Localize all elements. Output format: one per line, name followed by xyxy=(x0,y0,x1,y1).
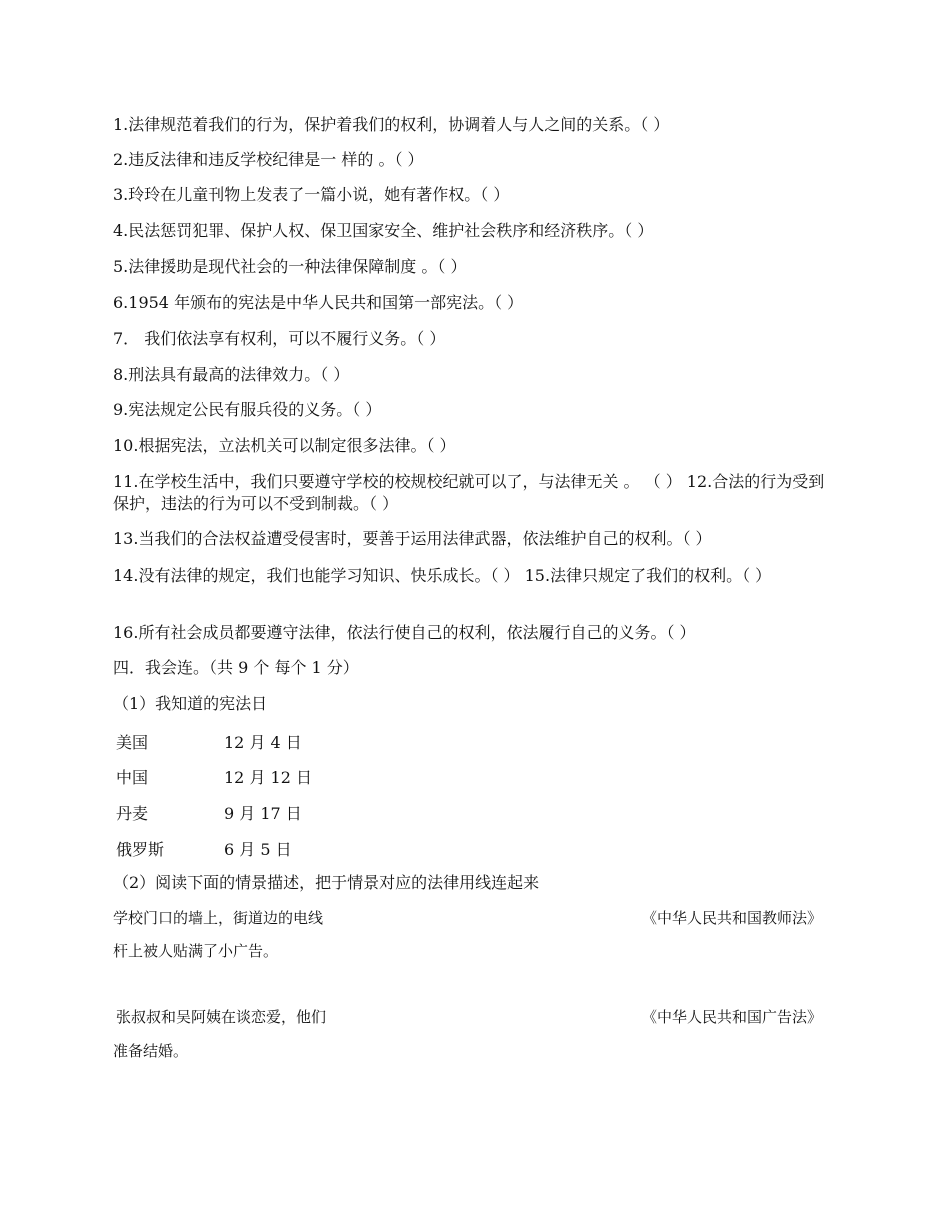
constitution-date: 12 月 4 日 xyxy=(224,733,302,752)
question-8: 8.刑法具有最高的法律效力。（ ） xyxy=(113,365,350,384)
constitution-date: 9 月 17 日 xyxy=(224,804,302,823)
constitution-day-row xyxy=(116,765,312,788)
question-11-12: 11.在学校生活中，我们只要遵守学校的校规校纪就可以了，与法律无关 。 （ ） 12.合法的行为受到保护，违法的行为可以不受到制裁。（ ） xyxy=(113,472,825,513)
constitution-date: 12 月 12 日 xyxy=(224,768,312,787)
scenario-1-line2: 杆上被人贴满了小广告。 xyxy=(113,942,279,960)
question-13: 13.当我们的合法权益遭受侵害时，要善于运用法律武器，依法维护自己的权利。（ ） xyxy=(113,529,712,548)
part1-title: （1）我知道的宪法日 xyxy=(113,694,268,713)
constitution-day-row xyxy=(116,801,302,824)
question-7: 7． 我们依法享有权利，可以不履行义务。（ ） xyxy=(113,329,446,348)
scenario-1-line1: 学校门口的墙上，街道边的电线 xyxy=(113,909,324,927)
country-name: 丹麦 xyxy=(116,804,149,823)
question-14-15: 14.没有法律的规定，我们也能学习知识、快乐成长。（ ） 15.法律只规定了我们的权利。（ ） xyxy=(113,566,772,585)
country-name: 中国 xyxy=(116,768,149,787)
constitution-day-row xyxy=(116,837,292,860)
question-16: 16.所有社会成员都要遵守法律，依法行使自己的权利，依法履行自己的义务。（ ） xyxy=(113,623,696,642)
section-heading: 四．我会连。（共 9 个 每个 1 分） xyxy=(113,658,359,677)
part2-title: （2）阅读下面的情景描述，把于情景对应的法律用线连起来 xyxy=(113,873,540,892)
country-name: 美国 xyxy=(116,733,149,752)
question-9: 9.宪法规定公民有服兵役的义务。（ ） xyxy=(113,400,382,419)
scenario-2-line1: 张叔叔和吴阿姨在谈恋爱，他们 xyxy=(116,1008,327,1026)
law-advertising: 《中华人民共和国广告法》 xyxy=(641,1008,822,1026)
question-3: 3.玲玲在儿童刊物上发表了一篇小说，她有著作权。（ ） xyxy=(113,185,510,204)
country-name: 俄罗斯 xyxy=(116,840,165,859)
question-6: 6.1954 年颁布的宪法是中华人民共和国第一部宪法。（ ） xyxy=(113,293,524,312)
constitution-date: 6 月 5 日 xyxy=(224,840,292,859)
question-5: 5.法律援助是现代社会的一种法律保障制度 。（ ） xyxy=(113,257,467,276)
question-1: 1.法律规范着我们的行为，保护着我们的权利，协调着人与人之间的关系。（ ） xyxy=(113,115,670,134)
question-2: 2.违反法律和违反学校纪律是一 样的 。（ ） xyxy=(113,150,424,169)
scenario-2-line2: 准备结婚。 xyxy=(113,1042,189,1060)
law-teacher: 《中华人民共和国教师法》 xyxy=(641,909,822,927)
question-10: 10.根据宪法，立法机关可以制定很多法律。（ ） xyxy=(113,436,456,455)
constitution-day-row xyxy=(116,730,302,753)
question-4: 4.民法惩罚犯罪、保护人权、保卫国家安全、维护社会秩序和经济秩序。（ ） xyxy=(113,221,654,240)
